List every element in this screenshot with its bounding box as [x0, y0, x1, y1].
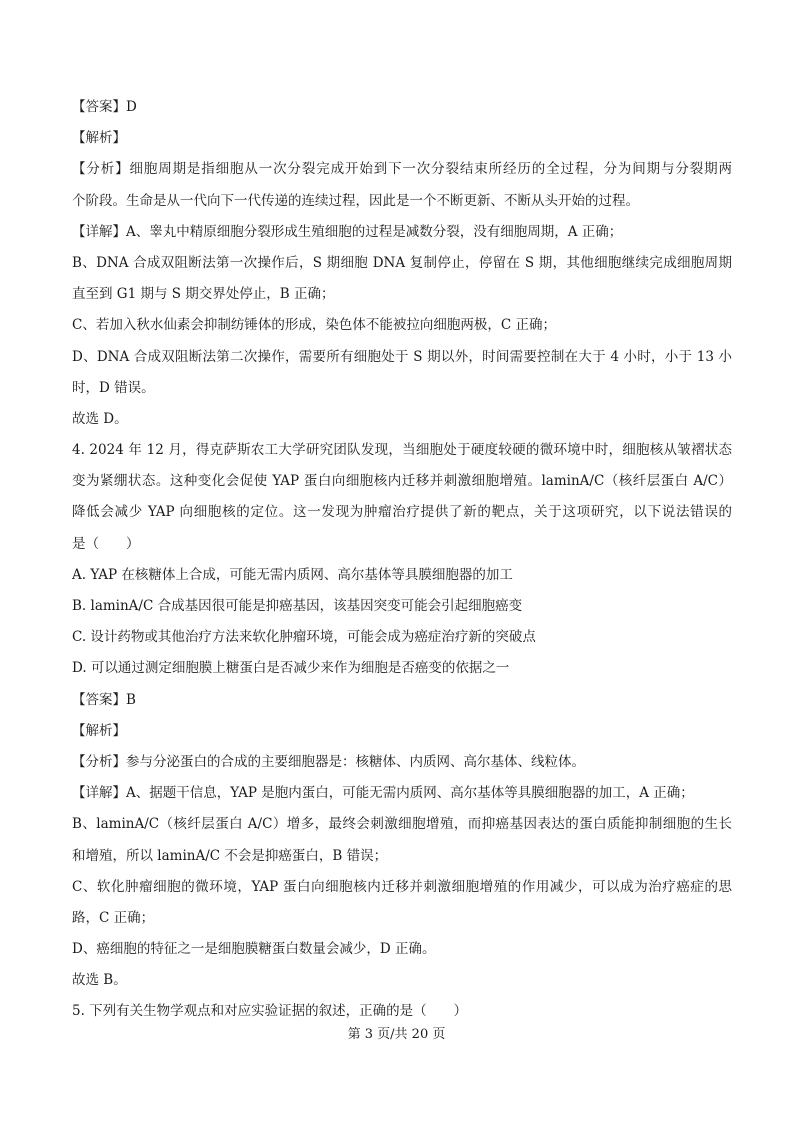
question-4-option-c: C. 设计药物或其他治疗方法来软化肿瘤环境，可能会成为癌症治疗新的突破点: [72, 629, 536, 646]
question-4-stem-line: 4. 2024 年 12 月，得克萨斯农工大学研究团队发现，当细胞处于硬度较硬的微环境中时，细胞核从皱褶状态: [72, 442, 732, 459]
detail-text-line: B、DNA 合成双阻断法第一次操作后，S 期细胞 DNA 复制停止，停留在 S 期，其他细胞继续完成细胞周期: [72, 254, 732, 271]
question-4-stem-line: 是（ ）: [72, 535, 140, 552]
analysis-text-line: 【分析】参与分泌蛋白的合成的主要细胞器是：核糖体、内质网、高尔基体、线粒体。: [72, 753, 585, 770]
detail-text-line: D、癌细胞的特征之一是细胞膜糖蛋白数量会减少，D 正确。: [72, 941, 436, 958]
detail-text-line: 【详解】A、据题干信息，YAP 是胞内蛋白，可能无需内质网、高尔基体等具膜细胞器的加工，A 正确；: [72, 785, 694, 802]
detail-text-line: 路，C 正确；: [72, 909, 155, 926]
question-4-option-b: B. laminA/C 合成基因很可能是抑癌基因，该基因突变可能会引起细胞癌变: [72, 598, 523, 614]
question-4-option-a: A. YAP 在核糖体上合成，可能无需内质网、高尔基体等具膜细胞器的加工: [72, 566, 513, 583]
answer-label-q3: 【答案】D: [72, 99, 137, 115]
detail-text-line: C、若加入秋水仙素会抑制纺锤体的形成，染色体不能被拉向细胞两极，C 正确；: [72, 317, 556, 334]
conclusion-q4: 故选 B。: [72, 972, 127, 989]
question-4-stem-line: 变为紧绷状态。这种变化会促使 YAP 蛋白向细胞核内迁移并刺激细胞增殖。laminA/C（核纤层蛋白 A/C）: [72, 473, 732, 490]
detail-text-line: 时，D 错误。: [72, 379, 155, 396]
detail-text-line: 直至到 G1 期与 S 期交界处停止，B 正确；: [72, 286, 335, 303]
analysis-heading-q3: 【解析】: [72, 130, 126, 147]
page-footer: 第 3 页/共 20 页: [347, 1027, 446, 1042]
detail-text-line: B、laminA/C（核纤层蛋白 A/C）增多，最终会刺激细胞增殖，而抑癌基因表达的蛋白质能抑制细胞的生长: [72, 816, 732, 833]
analysis-text-line: 个阶段。生命是从一代向下一代传递的连续过程，因此是一个不断更新、不断从头开始的过程。: [72, 192, 639, 209]
detail-text-line: 和增殖，所以 laminA/C 不会是抑癌蛋白，B 错误；: [72, 847, 388, 864]
answer-label-q4: 【答案】B: [72, 691, 136, 708]
question-5-stem-line: 5. 下列有关生物学观点和对应实验证据的叙述，正确的是（ ）: [72, 1003, 468, 1020]
detail-text-line: D、DNA 合成双阻断法第二次操作，需要所有细胞处于 S 期以外，时间需要控制在大于 4 小时，小于 13 小: [72, 348, 732, 365]
analysis-text-line: 【分析】细胞周期是指细胞从一次分裂完成开始到下一次分裂结束所经历的全过程，分为间期与分裂期两: [72, 161, 732, 178]
detail-text-line: C、软化肿瘤细胞的微环境，YAP 蛋白向细胞核内迁移并刺激细胞增殖的作用减少，可以成为治疗癌症的思: [72, 878, 732, 895]
document-body: [72, 92, 732, 1028]
analysis-heading-q4: 【解析】: [72, 722, 126, 739]
question-4-option-d: D. 可以通过测定细胞膜上糖蛋白是否减少来作为细胞是否癌变的依据之一: [72, 660, 510, 677]
detail-text-line: 【详解】A、睾丸中精原细胞分裂形成生殖细胞的过程是减数分裂，没有细胞周期，A 正确；: [72, 223, 623, 240]
question-4-stem-line: 降低会减少 YAP 向细胞核的定位。这一发现为肿瘤治疗提供了新的靶点，关于这项研究，以下说法错误的: [72, 504, 732, 521]
conclusion-q3: 故选 D。: [72, 410, 128, 427]
